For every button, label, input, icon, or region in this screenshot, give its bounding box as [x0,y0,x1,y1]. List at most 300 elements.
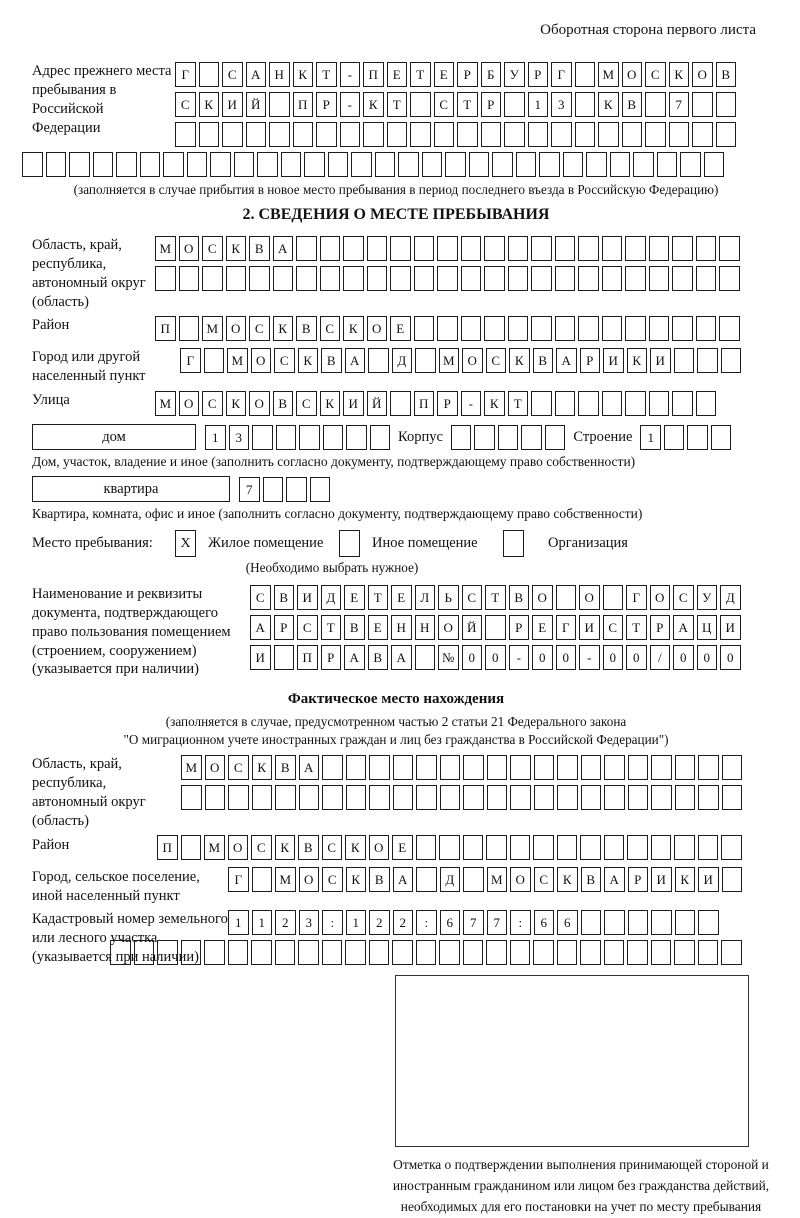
char-cell [557,785,578,810]
section2-title: 2. СВЕДЕНИЯ О МЕСТЕ ПРЕБЫВАНИЯ [242,206,550,223]
char-cell [416,867,437,892]
char-cell [322,755,343,780]
char-cell: М [155,236,176,261]
char-cell [586,152,607,177]
gorod-label: Город или другой населенный пункт [32,349,146,385]
char-cell [651,910,672,935]
char-cell [346,755,367,780]
char-cell [649,391,670,416]
char-cell [343,236,364,261]
char-row [175,122,736,147]
char-cell [698,940,719,965]
char-cell [696,236,717,261]
char-cell: Г [180,348,201,373]
char-cell: М [598,62,619,87]
prev-address-note: (заполняется в случае прибытия в новое место пребывания в период последнего въезда в Российскую Федерацию) [73,182,719,197]
char-cell [369,755,390,780]
char-cell [485,615,506,640]
char-cell: Л [415,585,436,610]
char-cell [484,236,505,261]
char-cell [672,391,693,416]
char-cell: В [298,835,319,860]
char-cell [398,152,419,177]
char-cell: У [697,585,718,610]
char-cell [296,236,317,261]
char-cell [602,391,623,416]
char-row [180,348,741,373]
char-cell: О [692,62,713,87]
char-cell: 0 [720,645,741,670]
char-cell: : [416,910,437,935]
char-cell [627,835,648,860]
char-cell: Д [720,585,741,610]
char-cell: Т [316,62,337,87]
char-cell: А [246,62,267,87]
char-cell [498,425,519,450]
char-cell: 6 [534,910,555,935]
char-cell [555,236,576,261]
char-cell [273,266,294,291]
char-cell: В [581,867,602,892]
char-cell: Г [556,615,577,640]
char-cell [722,867,743,892]
char-cell [487,785,508,810]
field-doc [32,582,760,679]
char-cell [181,940,202,965]
char-cell: О [438,615,459,640]
char-cell [604,755,625,780]
char-cell [416,940,437,965]
doc-rows [250,582,741,672]
char-cell: 0 [462,645,483,670]
char-cell: П [297,645,318,670]
char-cell: П [155,316,176,341]
char-cell [187,152,208,177]
field-gorod [32,345,760,386]
char-cell [578,266,599,291]
char-cell: В [321,348,342,373]
char-row [155,266,740,291]
char-cell [625,391,646,416]
char-cell [649,236,670,261]
doc-label: Наименование и реквизиты документа, подтверждающего право пользования помещением (строением, сооружением) (указывается при наличии) [32,586,231,678]
char-cell: Е [344,585,365,610]
char-cell [414,266,435,291]
ulitsa-label: Улица [32,392,70,409]
char-cell: Р [457,62,478,87]
char-cell [469,152,490,177]
char-cell: В [716,62,737,87]
char-cell [234,152,255,177]
char-cell [375,152,396,177]
char-cell [651,755,672,780]
char-row [228,910,742,935]
field-kadastr [32,907,760,967]
char-cell [721,940,742,965]
char-cell [672,266,693,291]
char-cell [387,122,408,147]
char-cell: Д [440,867,461,892]
char-cell: К [345,835,366,860]
char-cell [249,266,270,291]
char-row [451,425,566,450]
char-cell [437,316,458,341]
char-cell: К [275,835,296,860]
char-cell: Е [368,615,389,640]
char-cell [416,755,437,780]
char-cell: 3 [551,92,572,117]
char-cell: 2 [369,910,390,935]
raion-label: Район [32,317,70,334]
char-cell [675,910,696,935]
char-cell: В [509,585,530,610]
char-cell: А [250,615,271,640]
char-cell [578,316,599,341]
char-cell [516,152,537,177]
char-row [239,477,330,502]
char-cell: В [249,236,270,261]
char-cell [204,348,225,373]
char-cell [320,236,341,261]
char-cell [674,835,695,860]
char-cell: Г [228,867,249,892]
char-cell [492,152,513,177]
field-mesto-prebyvaniya [32,530,760,557]
char-cell [163,152,184,177]
char-cell: 0 [485,645,506,670]
char-cell [687,425,708,450]
char-cell: Т [368,585,389,610]
char-cell: : [510,910,531,935]
char-cell: Й [462,615,483,640]
factual-note-line1: (заполняется в случае, предусмотренном частью 2 статьи 21 Федерального закона [165,714,627,730]
char-cell [604,785,625,810]
char-cell: К [557,867,578,892]
dom-note: Дом, участок, владение и иное (заполнить согласно документу, подтверждающему право собственности) [32,454,636,470]
char-cell: 0 [532,645,553,670]
option-zhiloe-label: Жилое помещение [208,535,324,552]
char-cell: И [579,615,600,640]
char-cell [298,940,319,965]
char-cell: А [273,236,294,261]
char-cell: В [344,615,365,640]
kadastr-rows [228,907,742,967]
char-cell [275,940,296,965]
char-cell: Т [485,585,506,610]
char-cell: Т [410,62,431,87]
char-cell: В [274,585,295,610]
char-row [175,62,736,87]
char-row [228,867,742,892]
char-cell: С [320,316,341,341]
char-cell: К [320,391,341,416]
char-cell: К [293,62,314,87]
char-cell [675,755,696,780]
char-cell [202,266,223,291]
char-cell [721,835,742,860]
char-cell [346,425,367,450]
char-cell [437,266,458,291]
char-cell [698,785,719,810]
char-cell [528,122,549,147]
char-cell [451,425,472,450]
char-cell [422,152,443,177]
char-cell [669,122,690,147]
char-cell [390,391,411,416]
field-raion-factual [32,833,760,863]
char-cell [461,236,482,261]
char-cell [276,425,297,450]
char-cell [696,391,717,416]
factual-note-line2: "О миграционном учете иностранных граждан и лиц без гражданства в Российской Федерации") [123,732,669,748]
char-cell: Й [246,92,267,117]
char-cell [625,236,646,261]
char-cell: К [226,236,247,261]
char-cell [716,122,737,147]
oblast-label: Область, край, республика, автономный округ (область) [32,237,146,310]
char-cell [210,152,231,177]
char-cell: С [274,348,295,373]
char-row-wide [22,152,736,177]
char-cell: О [299,867,320,892]
char-cell [175,122,196,147]
char-cell: 1 [252,910,273,935]
char-cell: О [650,585,671,610]
char-cell [557,755,578,780]
char-cell [487,755,508,780]
char-cell: К [675,867,696,892]
char-cell: Е [392,835,413,860]
char-cell: Р [321,645,342,670]
char-cell: 1 [528,92,549,117]
char-cell [628,755,649,780]
char-cell: Е [391,585,412,610]
field-raion [32,313,760,343]
char-cell [463,940,484,965]
stroenie-label: Строение [573,428,633,445]
char-cell [415,348,436,373]
char-cell: 7 [463,910,484,935]
char-cell [510,940,531,965]
char-cell [274,645,295,670]
dom-label-box: дом [32,424,196,450]
char-cell: С [175,92,196,117]
char-cell [434,122,455,147]
char-cell [269,122,290,147]
char-cell [578,391,599,416]
mesto-choose-note: (Необходимо выбрать нужное) [245,560,419,576]
char-cell [598,122,619,147]
char-cell: Т [508,391,529,416]
char-cell: 1 [346,910,367,935]
char-cell: К [509,348,530,373]
char-cell [69,152,90,177]
char-cell [563,152,584,177]
char-cell [252,425,273,450]
checkbox-zhiloe: X [175,530,196,557]
char-cell: А [299,755,320,780]
char-cell: 6 [557,910,578,935]
char-cell: Д [392,348,413,373]
char-cell: И [698,867,719,892]
char-cell: С [486,348,507,373]
char-cell [698,755,719,780]
char-cell: О [179,236,200,261]
char-cell [604,910,625,935]
char-cell [486,835,507,860]
char-cell: 1 [205,425,226,450]
char-cell [510,755,531,780]
char-cell: С [296,391,317,416]
char-cell [410,92,431,117]
char-cell [304,152,325,177]
oblast-factual-rows [181,752,742,812]
char-cell: О [462,348,483,373]
char-cell: А [673,615,694,640]
char-cell [155,266,176,291]
char-cell [323,425,344,450]
char-cell: В [622,92,643,117]
char-cell [722,785,743,810]
checkbox-inoe [339,530,360,557]
char-cell: 1 [228,910,249,935]
char-cell [226,266,247,291]
char-cell [533,835,554,860]
char-cell [534,755,555,780]
char-cell [604,940,625,965]
char-cell: Й [367,391,388,416]
char-cell [508,316,529,341]
char-cell: С [534,867,555,892]
char-cell: П [363,62,384,87]
char-cell [555,316,576,341]
char-cell [580,835,601,860]
char-cell: С [673,585,694,610]
char-cell: 0 [556,645,577,670]
char-cell: К [273,316,294,341]
char-cell [578,236,599,261]
char-cell [281,152,302,177]
char-cell: В [273,391,294,416]
char-cell: - [509,645,530,670]
char-cell [252,867,273,892]
char-cell: 1 [640,425,661,450]
char-cell: К [627,348,648,373]
char-cell: В [533,348,554,373]
char-cell: 0 [626,645,647,670]
char-row [155,316,740,341]
char-cell: - [579,645,600,670]
char-cell [140,152,161,177]
char-cell: Р [580,348,601,373]
char-cell [508,236,529,261]
char-cell [463,785,484,810]
char-cell: 7 [669,92,690,117]
char-cell [439,835,460,860]
char-cell: П [157,835,178,860]
char-cell [722,755,743,780]
char-cell: К [298,348,319,373]
char-cell: О [251,348,272,373]
char-cell: М [275,867,296,892]
char-cell: С [603,615,624,640]
char-cell [698,910,719,935]
char-row [175,92,736,117]
char-cell [711,425,732,450]
char-cell [581,910,602,935]
char-cell [222,122,243,147]
char-cell [179,266,200,291]
char-cell [510,785,531,810]
char-row [155,236,740,261]
char-cell [557,940,578,965]
char-cell [369,785,390,810]
char-cell: Р [481,92,502,117]
char-cell: А [393,867,414,892]
char-cell [649,266,670,291]
char-cell: А [604,867,625,892]
char-cell [627,940,648,965]
char-cell [602,266,623,291]
char-cell [410,122,431,147]
char-cell: К [484,391,505,416]
char-cell: С [249,316,270,341]
char-cell [437,236,458,261]
char-cell [345,940,366,965]
char-cell [93,152,114,177]
char-cell [603,585,624,610]
char-cell: С [250,585,271,610]
char-cell [199,62,220,87]
field-oblast [32,233,760,311]
char-cell [716,92,737,117]
char-cell [680,152,701,177]
char-cell: Е [387,62,408,87]
char-cell [269,92,290,117]
char-cell [610,152,631,177]
char-cell: С [228,755,249,780]
char-cell: Р [528,62,549,87]
char-cell: С [322,835,343,860]
char-row [157,835,742,860]
kvartira-label-box: квартира [32,476,230,502]
char-cell [445,152,466,177]
char-cell: № [438,645,459,670]
char-cell [204,940,225,965]
char-cell [199,122,220,147]
char-row [181,785,742,810]
char-cell [484,266,505,291]
char-cell [649,316,670,341]
option-inoe-label: Иное помещение [372,535,478,552]
char-cell: Е [390,316,411,341]
char-cell [414,236,435,261]
char-row [205,425,390,450]
char-cell: В [368,645,389,670]
char-cell [415,645,436,670]
char-cell: Н [391,615,412,640]
char-cell [575,92,596,117]
char-cell [696,316,717,341]
char-cell: С [251,835,272,860]
char-cell: И [250,645,271,670]
char-cell: 2 [393,910,414,935]
mesto-label: Место пребывания: [32,535,153,552]
kvartira-note: Квартира, комната, офис и иное (заполнить согласно документу, подтверждающему право собственности) [32,506,643,522]
char-cell [369,940,390,965]
char-cell [440,755,461,780]
char-cell [625,316,646,341]
